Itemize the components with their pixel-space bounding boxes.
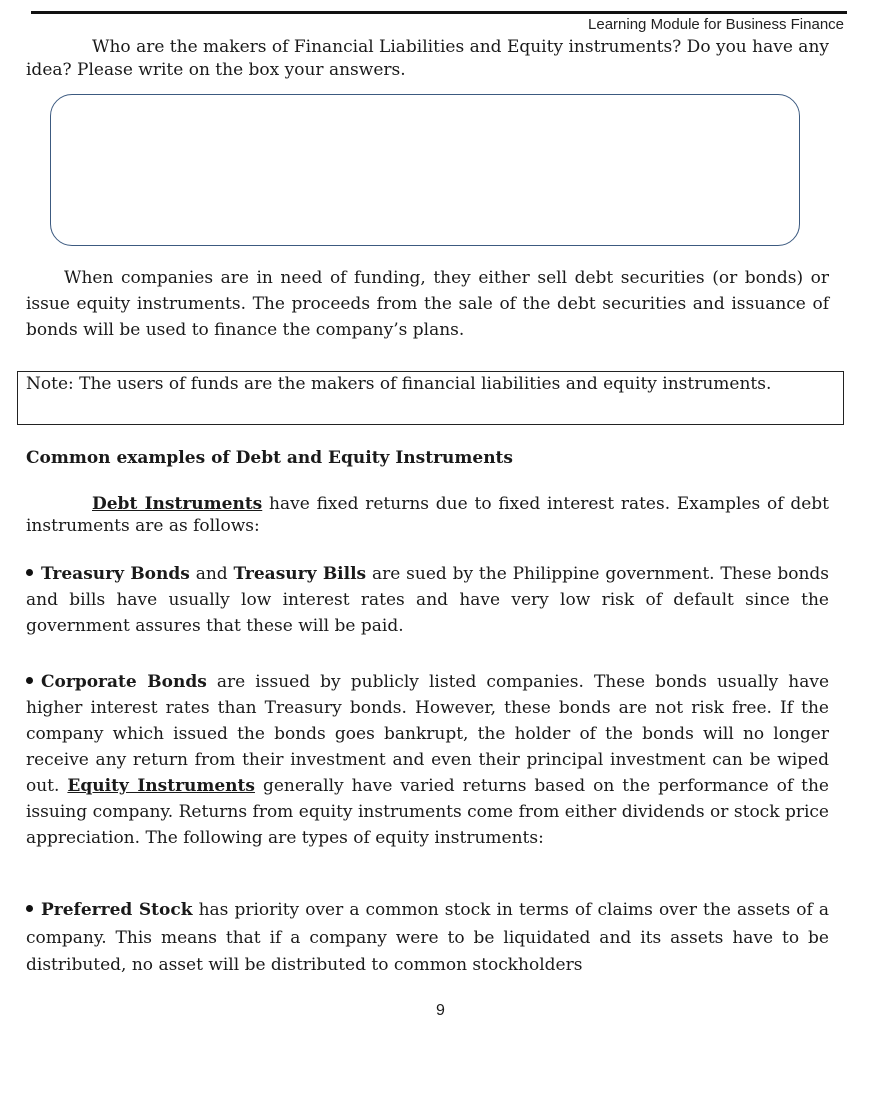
note-box xyxy=(17,371,844,425)
preferred-text: has priority over a common stock in terms of claims over the assets of a company. This means that if a company were to be liquidated and its assets have to be distributed, no asset will be distributed to common stockholders xyxy=(26,900,829,975)
corporate-bullet xyxy=(26,669,829,851)
bullet-icon xyxy=(26,677,33,684)
debt-term: Debt Instruments xyxy=(92,494,263,514)
equity-term: Equity Instruments xyxy=(67,776,255,796)
preferred-stock-term: Preferred Stock xyxy=(41,900,193,920)
bullet-icon xyxy=(26,905,33,912)
bullet-icon xyxy=(26,569,33,576)
treasury-bills-term: Treasury Bills xyxy=(233,564,367,584)
treasury-bullet xyxy=(26,561,829,639)
preferred-bullet xyxy=(26,897,829,980)
debt-paragraph xyxy=(26,493,829,537)
corporate-text: are issued by publicly listed companies. These bonds usually have higher interest rates than Treasury bonds. However, these bonds are not risk free. If the company which issued the bonds goes bankrupt, the holder of the bonds will no longer receive any return from their investment and even their principal investment can be wiped out. xyxy=(26,672,830,796)
treasury-joiner: and xyxy=(195,564,228,584)
intro-question: Who are the makers of Financial Liabilities and Equity instruments? Do you have any idea? Please write on the box your answers. xyxy=(26,37,829,80)
note-text: Note: The users of funds are the makers of financial liabilities and equity instruments. xyxy=(26,374,772,394)
equity-text: generally have varied returns based on the performance of the issuing company. Returns from equity instruments come from either dividends or stock price appreciation. The following are types of equity instruments: xyxy=(26,776,829,848)
module-title: Learning Module for Business Finance xyxy=(588,16,844,33)
answer-box[interactable] xyxy=(50,94,800,246)
page-number: 9 xyxy=(436,1002,445,1019)
funding-paragraph: When companies are in need of funding, they either sell debt securities (or bonds) or issue equity instruments. The proceeds from the sale of the debt securities and issuance of bonds will be used to finance the company’s plans. xyxy=(26,268,829,340)
treasury-bonds-term: Treasury Bonds xyxy=(41,564,190,584)
debt-text: have fixed returns due to fixed interest rates. Examples of debt instruments are as follows: xyxy=(26,494,830,536)
corporate-bonds-term: Corporate Bonds xyxy=(41,672,207,692)
treasury-text: are sued by the Philippine government. These bonds and bills have usually low interest rates and have very low risk of default since the government assures that these will be paid. xyxy=(26,564,830,636)
header-rule xyxy=(31,11,847,14)
section-heading: Common examples of Debt and Equity Instruments xyxy=(26,448,513,468)
